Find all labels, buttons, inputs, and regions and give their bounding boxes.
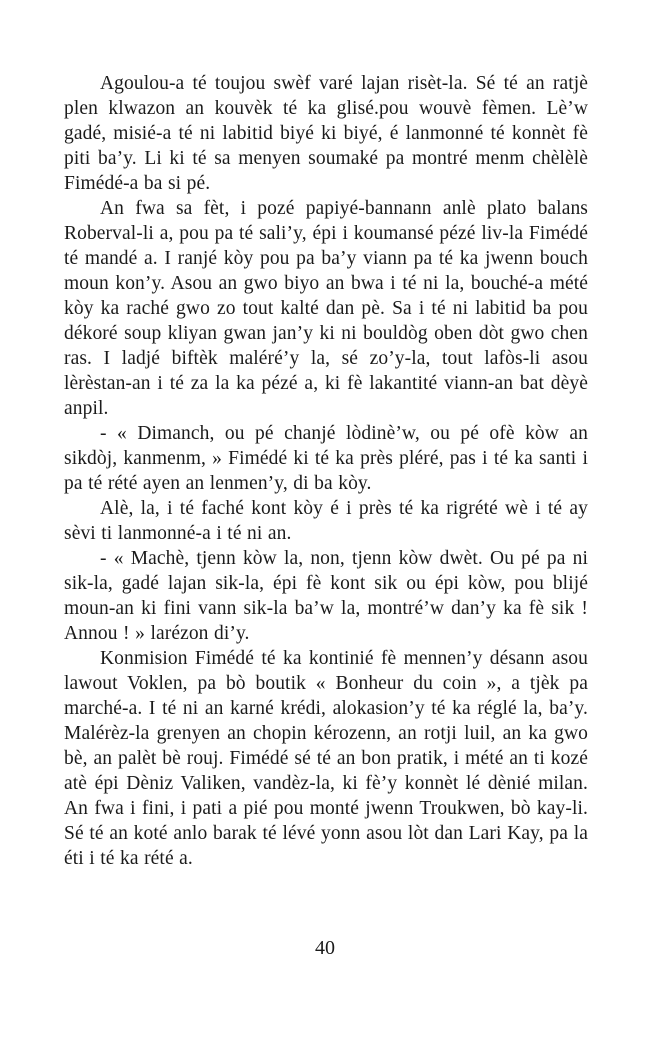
paragraph: An fwa sa fèt, i pozé papiyé-bannann anlè plato balans Roberval-li a, pou pa té sali’y, épi i koumansé pézé liv-la Fimédé té mandé a. I ranjé kòy pou pa ba’y viann pa té ka jwenn bouch moun kon’y. Asou an gwo biyo an bwa i té ni la, bouché-a mété kòy ka raché gwo zo tout kalté dan pè. Sa i té ni labitid ba pou dékoré soup kliyan gwan jan’y ki ni bouldòg oben dòt gwo chen ras. I ladjé biftèk maléré’y la, sé zo’y-la, tout lafòs-li asou lèrèstan-an i té za la ka pézé a, ki fè lakantité viann-an bat dèyè anpil. — [64, 198, 588, 419]
paragraph: - « Machè, tjenn kòw la, non, tjenn kòw dwèt. Ou pé pa ni sik-la, gadé lajan sik-la, épi fè kont sik ou épi kòw, pou blijé moun-an ki fini vann sik-la ba’w la, montré’w dan’y ka fè sik ! Annou ! » larézon di’y. — [64, 548, 588, 644]
paragraph: Konmision Fimédé té ka kontinié fè mennen’y désann asou lawout Voklen, pa bò boutik « Bonheur du coin », a tjèk pa marché-a. I té ni an karné krédi, alokasion’y té ka réglé la, ba’y. Malérèz-la grenyen an chopin kérozenn, an rotji luil, an ka gwo bè, an palèt bè rouj. Fimédé sé té an bon pratik, i mété an ti kozé atè épi Dèniz Valiken, vandèz-la, ki fè’y konnèt lé dènié milan. An fwa i fini, i pati a pié pou monté jwenn Troukwen, bò kay-li. Sé té an koté anlo barak té lévé yonn asou lòt dan Lari Kay, pa la éti i té ka rété a. — [64, 648, 588, 869]
paragraph: Alè, la, i té faché kont kòy é i près té ka rigrété wè i té ay sèvi ti lanmonné-a i té ni an. — [64, 498, 588, 544]
text-block — [64, 71, 588, 871]
paragraph: Agoulou-a té toujou swèf varé lajan risèt-la. Sé té an ratjè plen klwazon an kouvèk té ka glisé.pou wouvè fèmen. Lè’w gadé, misié-a té ni labitid biyé ki biyé, é lanmonné té konnèt fè piti ba’y. Li ki té sa menyen soumaké pa montré menm chèlèlè Fimédé-a ba si pé. — [64, 73, 588, 194]
page-number: 40 — [315, 937, 335, 959]
paragraph: - « Dimanch, ou pé chanjé lòdinè’w, ou pé ofè kòw an sikdòj, kanmenm, » Fimédé ki té ka près pléré, pas i té ka santi i pa té rété ayen an lenmen’y, di ba kòy. — [64, 423, 588, 494]
